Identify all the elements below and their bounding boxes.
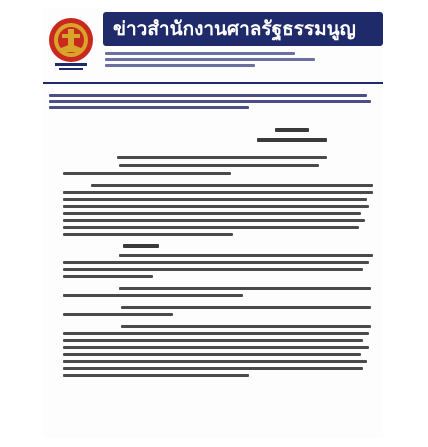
- document-date: [257, 138, 327, 142]
- text-line: [63, 313, 173, 316]
- text-line: [119, 164, 319, 167]
- address-line: [105, 52, 295, 55]
- section-heading: [123, 244, 159, 248]
- text-line: [63, 191, 373, 194]
- text-line: [63, 219, 365, 222]
- text-line: [91, 184, 373, 187]
- text-line: [63, 172, 231, 175]
- document-number: [275, 128, 309, 132]
- text-line: [63, 332, 369, 335]
- text-line: [63, 367, 363, 370]
- text-line: [49, 100, 371, 103]
- text-line: [49, 94, 367, 97]
- title-banner: [103, 12, 383, 46]
- text-line: [63, 294, 243, 297]
- text-line: [63, 268, 363, 271]
- text-line: [63, 275, 153, 278]
- text-line: [49, 106, 249, 109]
- text-line: [63, 346, 369, 349]
- text-line: [121, 306, 371, 309]
- letterhead: [43, 8, 383, 90]
- text-line: [63, 205, 369, 208]
- text-line: [63, 212, 361, 215]
- address-line: [105, 64, 255, 67]
- header-rule: [43, 82, 383, 84]
- text-line: [63, 233, 233, 236]
- text-line: [63, 198, 367, 201]
- press-release-page: [43, 8, 383, 438]
- text-line: [63, 360, 367, 363]
- address-line: [105, 58, 315, 61]
- text-line: [63, 261, 369, 264]
- text-line: [121, 325, 371, 328]
- text-line: [117, 156, 327, 159]
- constitutional-court-emblem-icon: [47, 14, 95, 74]
- page-title: ข่าวสำนักงานศาลรัฐธรรมนูญ: [113, 18, 356, 40]
- text-line: [63, 353, 361, 356]
- text-line: [63, 339, 363, 342]
- text-line: [119, 254, 373, 257]
- text-line: [119, 287, 371, 290]
- text-line: [63, 374, 249, 377]
- text-line: [63, 226, 359, 229]
